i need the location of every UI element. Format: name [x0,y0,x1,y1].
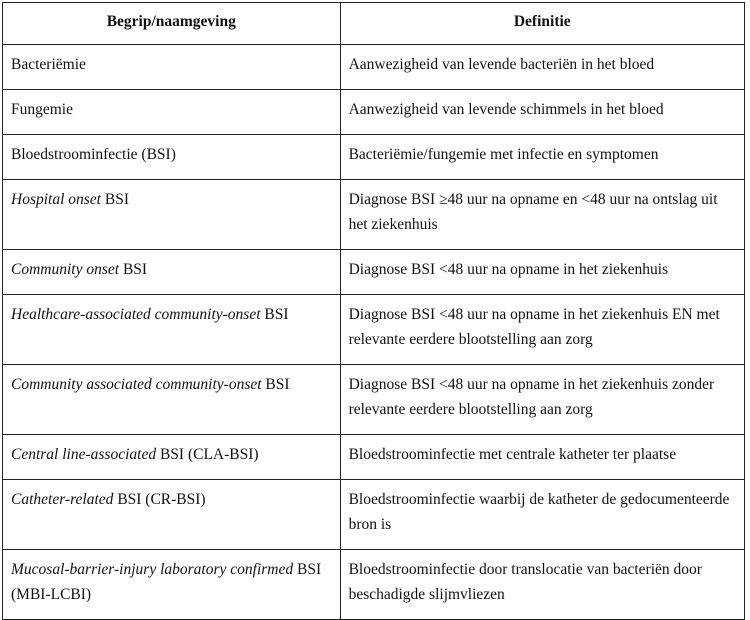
table-row [3,550,745,620]
definition-cell: Diagnose BSI <48 uur na opname in het ziekenhuis [340,250,744,295]
term-italic: Mucosal-barrier-injury laboratory confirmed [11,561,294,578]
definition-cell: Diagnose BSI <48 uur na opname in het ziekenhuis EN met relevante eerdere blootstelling aan zorg [340,295,744,365]
term-text: BSI (MBI-LCBI) [11,561,322,603]
definition-cell: Diagnose BSI ≥48 uur na opname en <48 uur na ontslag uit het ziekenhuis [340,180,744,250]
table-row [3,45,745,90]
table-row [3,480,745,550]
term-text: BSI (CLA-BSI) [156,446,259,463]
term-text: BSI (CR-BSI) [113,491,206,508]
term-text: BSI [261,376,290,393]
term-italic: Community associated community-onset [11,376,262,393]
term-cell [3,250,341,295]
table-row [3,250,745,295]
term-text: BSI [260,306,289,323]
term-cell [3,435,341,480]
definition-cell: Diagnose BSI <48 uur na opname in het ziekenhuis zonder relevante eerdere blootstelling aan zorg [340,365,744,435]
term-italic: Central line-associated [11,446,157,463]
table-row [3,135,745,180]
term-text: BSI [101,191,129,208]
term-text: Fungemie [11,101,73,118]
header-definition: Definitie [340,3,744,45]
definition-cell: Aanwezigheid van levende schimmels in het bloed [340,90,744,135]
term-cell [3,180,341,250]
term-cell [3,90,341,135]
definition-cell: Bloedstroominfectie met centrale katheter ter plaatse [340,435,744,480]
header-row [3,3,745,45]
table-row [3,90,745,135]
header-term: Begrip/naamgeving [3,3,341,45]
definition-cell: Bacteriëmie/fungemie met infectie en symptomen [340,135,744,180]
table-row [3,295,745,365]
term-italic: Hospital onset [11,191,101,208]
term-text: BSI [119,261,148,278]
term-text: Bloedstroominfectie (BSI) [11,146,176,163]
term-text: Bacteriëmie [11,56,86,73]
term-italic: Community onset [11,261,120,278]
definitions-table [2,2,745,620]
definition-cell: Bloedstroominfectie door translocatie van bacteriën door beschadigde slijmvliezen [340,550,744,620]
term-cell [3,135,341,180]
table-row [3,365,745,435]
definition-cell: Bloedstroominfectie waarbij de katheter de gedocumenteerde bron is [340,480,744,550]
term-italic: Catheter-related [11,491,114,508]
definition-cell: Aanwezigheid van levende bacteriën in het bloed [340,45,744,90]
term-italic: Healthcare-associated community-onset [11,306,261,323]
table-row [3,435,745,480]
term-cell [3,295,341,365]
term-cell [3,45,341,90]
term-cell [3,480,341,550]
term-cell [3,365,341,435]
term-cell [3,550,341,620]
table-row [3,180,745,250]
